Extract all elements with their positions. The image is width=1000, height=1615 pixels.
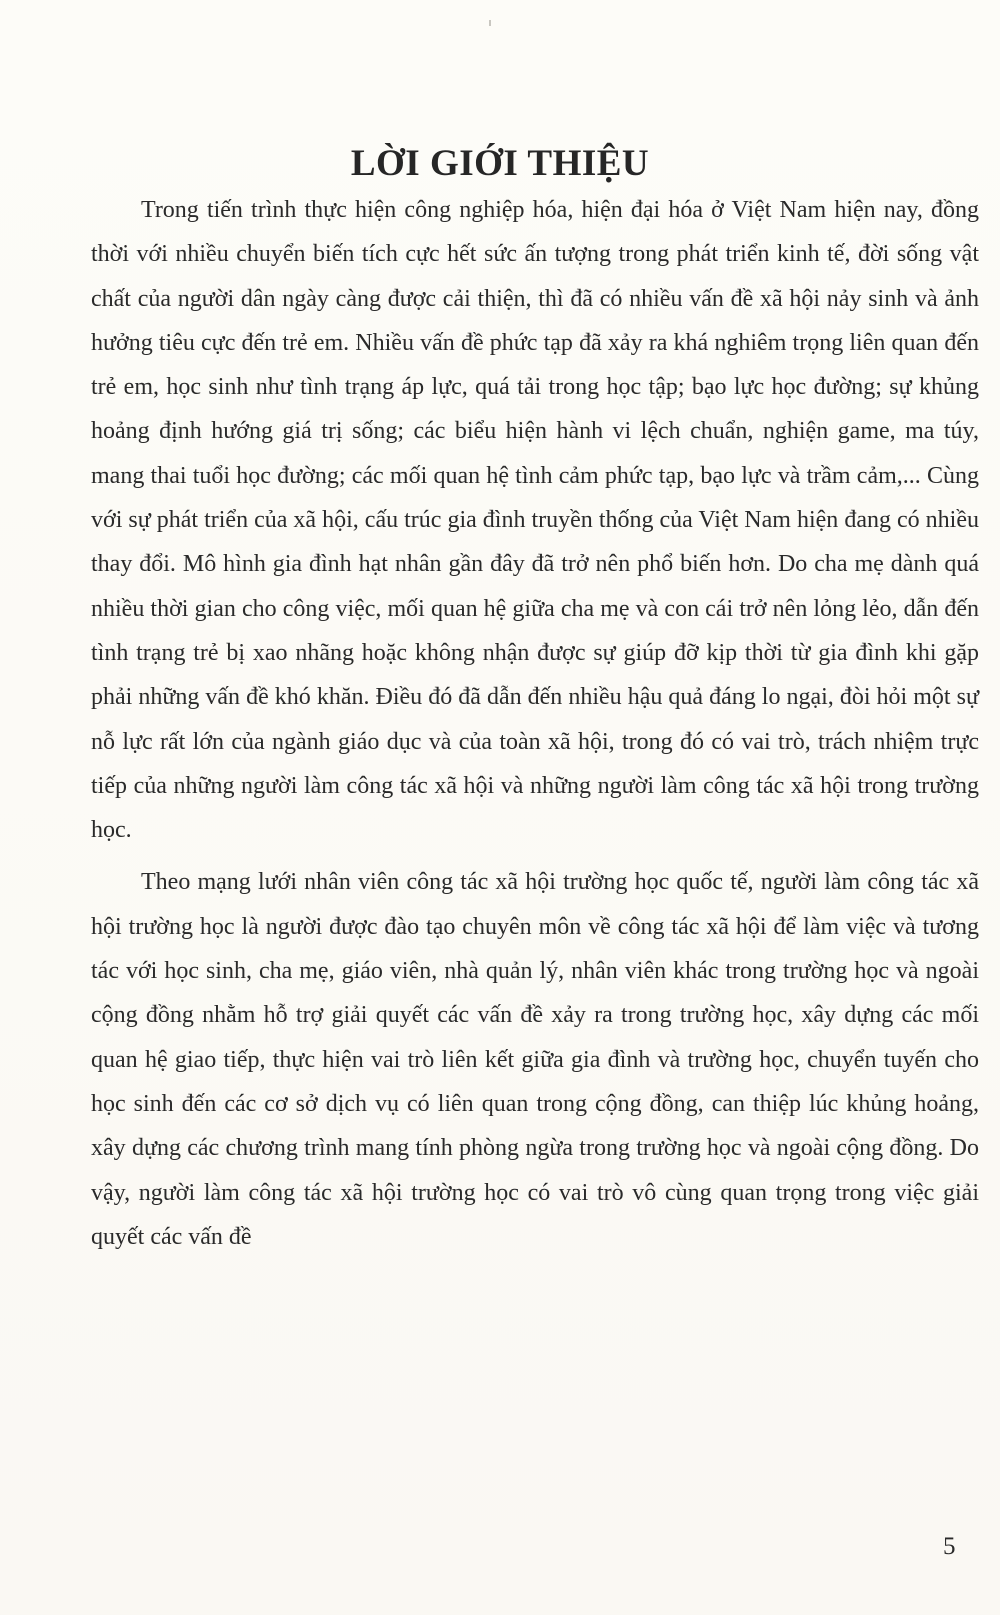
paragraph-1: Trong tiến trình thực hiện công nghiệp hóa, hiện đại hóa ở Việt Nam hiện nay, đồng thời với nhiều chuyển biến tích cực hết sức ấn tượng trong phát triển kinh tế, đời sống vật chất của người dân ngày càng được cải thiện, thì đã có nhiều vấn đề xã hội nảy sinh và ảnh hưởng tiêu cực đến trẻ em. Nhiều vấn đề phức tạp đã xảy ra khá nghiêm trọng liên quan đến trẻ em, học sinh như tình trạng áp lực, quá tải trong học tập; bạo lực học đường; sự khủng hoảng định hướng giá trị sống; các biểu hiện hành vi lệch chuẩn, nghiện game, ma túy, mang thai tuổi học đường; các mối quan hệ tình cảm phức tạp, bạo lực và trầm cảm,... Cùng với sự phát triển của xã hội, cấu trúc gia đình truyền thống của Việt Nam hiện đang có nhiều thay đổi. Mô hình gia đình hạt nhân gần đây đã trở nên phổ biến hơn. Do cha mẹ dành quá nhiều thời gian cho công việc, mối quan hệ giữa cha mẹ và con cái trở nên lỏng lẻo, dẫn đến tình trạng trẻ bị xao nhãng hoặc không nhận được sự giúp đỡ kịp thời từ gia đình khi gặp phải những vấn đề khó khăn. Điều đó đã dẫn đến nhiều hậu quả đáng lo ngại, đòi hỏi một sự nỗ lực rất lớn của ngành giáo dục và của toàn xã hội, trong đó có vai trò, trách nhiệm trực tiếp của những người làm công tác xã hội và những người làm công tác xã hội trong trường học. [91, 197, 979, 844]
page-top-mark [489, 20, 491, 26]
page-number: 5 [943, 1533, 956, 1560]
page-title: LỜI GIỚI THIỆU [350, 142, 650, 184]
paragraph-2: Theo mạng lưới nhân viên công tác xã hội trường học quốc tế, người làm công tác xã hội trường học là người được đào tạo chuyên môn về công tác xã hội để làm việc và tương tác với học sinh, cha mẹ, giáo viên, nhà quản lý, nhân viên khác trong trường học và ngoài cộng đồng nhằm hỗ trợ giải quyết các vấn đề xảy ra trong trường học, xây dựng các mối quan hệ giao tiếp, thực hiện vai trò liên kết giữa gia đình và trường học, chuyển tuyến cho học sinh đến các cơ sở dịch vụ có liên quan trong cộng đồng, can thiệp lúc khủng hoảng, xây dựng các chương trình mang tính phòng ngừa trong trường học và ngoài cộng đồng. Do vậy, người làm công tác xã hội trường học có vai trò vô cùng quan trọng trong việc giải quyết các vấn đề [91, 869, 979, 1250]
body-text [91, 188, 979, 1259]
